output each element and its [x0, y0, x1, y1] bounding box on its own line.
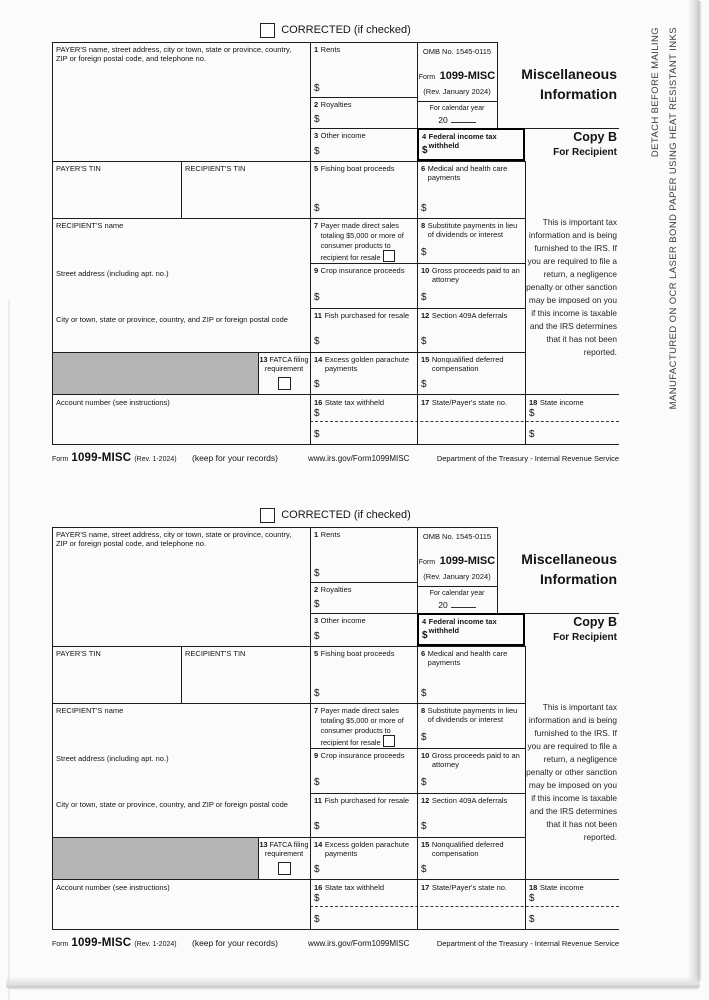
- calendar-year-blank[interactable]: [451, 599, 476, 608]
- box-1-label: 1 Rents: [314, 45, 341, 54]
- grid-line: [181, 646, 182, 703]
- box-13-number: 13: [259, 355, 268, 364]
- box-12-amount: $: [421, 821, 427, 832]
- form-title-line1: Miscellaneous: [521, 66, 617, 82]
- box-5-label: 5 Fishing boat proceeds: [314, 164, 395, 173]
- calendar-year-blank[interactable]: [451, 114, 476, 123]
- box-13-fatca: [258, 840, 310, 877]
- calendar-year-entry: [417, 114, 497, 125]
- street-address-label: Street address (including apt. no.): [56, 269, 169, 278]
- grid-line: [52, 646, 525, 647]
- box-10-amount: $: [421, 292, 427, 303]
- grid-line: [310, 582, 417, 583]
- box-13-label: FATCA filing requirement: [264, 355, 309, 373]
- box-18-amount-1: $: [529, 408, 535, 419]
- account-number-label: Account number (see instructions): [56, 883, 170, 892]
- footer-form-id: [52, 937, 177, 949]
- box-7-label: 7 Payer made direct sales totaling $5,000 or more of consumer products to recipient for resale: [314, 221, 404, 263]
- shaded-box: [52, 837, 258, 879]
- box-2-label: 2 Royalties: [314, 100, 352, 109]
- grid-line: [52, 444, 619, 445]
- form-1099-misc-copy: [52, 505, 622, 951]
- form-footer: [52, 447, 619, 465]
- box-16-label: 16 State tax withheld: [314, 883, 385, 892]
- box-16-label: 16 State tax withheld: [314, 398, 385, 407]
- box-17-label: 17 State/Payer's state no.: [421, 883, 508, 892]
- copy-b-label: Copy B: [573, 615, 617, 629]
- box-6-amount: $: [421, 688, 427, 699]
- omb-number: OMB No. 1545-0115: [422, 532, 492, 541]
- box-11-label: 11 Fish purchased for resale: [314, 311, 410, 320]
- footer-revision: (Rev. 1-2024): [134, 456, 177, 463]
- payer-info-label: PAYER'S name, street address, city or town, state or province, country, ZIP or foreign postal code, and telephone no.: [56, 530, 292, 549]
- corrected-label: CORRECTED (if checked): [281, 509, 411, 521]
- payer-info-label: PAYER'S name, street address, city or town, state or province, country, ZIP or foreign postal code, and telephone no.: [56, 45, 292, 64]
- box-18-amount-1: $: [529, 893, 535, 904]
- grid-line: [52, 527, 497, 528]
- grid-line: [52, 42, 497, 43]
- grid-line: [52, 218, 525, 219]
- box-1-amount: $: [314, 83, 320, 94]
- form-title: [457, 64, 617, 104]
- recipient-statement: This is important tax information and is being furnished to the IRS. If you are required to file a return, a negligence penalty or other sanction may be imposed on you if this income is taxable and the IRS determines that it has not been reported.: [526, 702, 617, 842]
- box-9-label: 9 Crop insurance proceeds: [314, 751, 405, 760]
- box-12-label: 12 Section 409A deferrals: [421, 796, 508, 805]
- box-5-amount: $: [314, 688, 320, 699]
- footer-department: Department of the Treasury - Internal Revenue Service: [436, 454, 619, 463]
- fatca-checkbox[interactable]: [278, 377, 291, 390]
- edge-vertical-text: [647, 27, 683, 447]
- revision-label: (Rev. January 2024): [423, 87, 491, 96]
- box-3-label: 3 Other income: [314, 616, 366, 625]
- box-15-label: 15 Nonqualified deferred compensation: [421, 355, 504, 374]
- box-5-amount: $: [314, 203, 320, 214]
- box-7-checkbox[interactable]: [383, 250, 395, 262]
- form-title: [457, 549, 617, 589]
- payer-tin-label: PAYER'S TIN: [56, 649, 101, 658]
- box-4-amount: $: [422, 630, 428, 641]
- grid-line: [52, 161, 525, 162]
- dashed-divider: [310, 421, 619, 422]
- footer-form-id: [52, 452, 177, 464]
- form-footer: [52, 932, 619, 950]
- form-title-line2: Information: [540, 86, 617, 102]
- box-2-label: 2 Royalties: [314, 585, 352, 594]
- paper-right-edge: [688, 0, 704, 982]
- form-1099-misc-copy: [52, 20, 622, 466]
- city-label: City or town, state or province, country, and ZIP or foreign postal code: [56, 800, 288, 809]
- box-10-amount: $: [421, 777, 427, 788]
- box-11-amount: $: [314, 336, 320, 347]
- box-8-label: 8 Substitute payments in lieu of dividends or interest: [421, 706, 518, 725]
- grid-line: [52, 879, 619, 880]
- box-3-label: 3 Other income: [314, 131, 366, 140]
- grid-line: [417, 42, 418, 444]
- grid-line: [181, 161, 182, 218]
- grid-line: [52, 394, 619, 395]
- footer-irs-url: www.irs.gov/Form1099MISC: [308, 454, 410, 463]
- box-14-amount: $: [314, 864, 320, 875]
- calendar-year-prefix: 20: [438, 600, 448, 610]
- manufactured-note-text: MANUFACTURED ON OCR LASER BOND PAPER USING HEAT RESISTANT INKS: [667, 27, 679, 410]
- box-17-label: 17 State/Payer's state no.: [421, 398, 508, 407]
- for-recipient-label: For Recipient: [553, 147, 617, 158]
- grid-line: [52, 352, 525, 353]
- footer-form-word: Form: [52, 456, 69, 463]
- box-7-text: Payer made direct sales totaling $5,000 or more of consumer products to recipient for resale: [320, 221, 404, 263]
- box-11-label: 11 Fish purchased for resale: [314, 796, 410, 805]
- box-18-amount-2: $: [529, 914, 535, 925]
- box-18-label: 18 State income: [529, 883, 584, 892]
- box-2-amount: $: [314, 599, 320, 610]
- box-10-label: 10 Gross proceeds paid to an attorney: [421, 266, 520, 285]
- grid-line: [310, 97, 417, 98]
- box-6-label: 6 Medical and health care payments: [421, 649, 508, 668]
- form-grid: [52, 42, 622, 444]
- corrected-checkbox[interactable]: [260, 23, 275, 38]
- city-label: City or town, state or province, country, and ZIP or foreign postal code: [56, 315, 288, 324]
- form-title-line1: Miscellaneous: [521, 551, 617, 567]
- recipient-tin-label: RECIPIENT'S TIN: [185, 164, 246, 173]
- box-3-amount: $: [314, 146, 320, 157]
- form-word: Form: [418, 559, 436, 566]
- box-7-label: 7 Payer made direct sales totaling $5,000 or more of consumer products to recipient for resale: [314, 706, 404, 748]
- corrected-row: [52, 20, 619, 40]
- footer-form-word: Form: [52, 941, 69, 948]
- box-16-amount-2: $: [314, 914, 320, 925]
- form-number: 1099-MISC: [439, 555, 496, 567]
- box-9-amount: $: [314, 777, 320, 788]
- corrected-label: CORRECTED (if checked): [281, 24, 411, 36]
- corrected-row: [52, 505, 619, 525]
- box-18-label: 18 State income: [529, 398, 584, 407]
- grid-line: [310, 42, 311, 444]
- box-15-amount: $: [421, 864, 427, 875]
- grid-line: [52, 42, 53, 444]
- box-16-amount-1: $: [314, 408, 320, 419]
- box-16-amount-1: $: [314, 893, 320, 904]
- box-4-label: 4 Federal income tax withheld: [422, 132, 497, 151]
- recipient-name-label: RECIPIENT'S name: [56, 706, 124, 715]
- box-8-amount: $: [421, 247, 427, 258]
- box-14-label: 14 Excess golden parachute payments: [314, 840, 410, 859]
- box-12-label: 12 Section 409A deferrals: [421, 311, 508, 320]
- box-8-label: 8 Substitute payments in lieu of dividends or interest: [421, 221, 518, 240]
- detach-before-mailing-text: DETACH BEFORE MAILING: [650, 27, 661, 158]
- box-15-label: 15 Nonqualified deferred compensation: [421, 840, 504, 859]
- recipient-tin-label: RECIPIENT'S TIN: [185, 649, 246, 658]
- recipient-name-label: RECIPIENT'S name: [56, 221, 124, 230]
- calendar-year-label: For calendar year: [429, 105, 485, 112]
- box-14-amount: $: [314, 379, 320, 390]
- paper-left-edge: [8, 300, 10, 1000]
- omb-number: OMB No. 1545-0115: [422, 47, 492, 56]
- footer-department: Department of the Treasury - Internal Revenue Service: [436, 939, 619, 948]
- box-9-amount: $: [314, 292, 320, 303]
- box-7-checkbox[interactable]: [383, 735, 395, 747]
- fatca-checkbox[interactable]: [278, 862, 291, 875]
- form-number: 1099-MISC: [439, 70, 496, 82]
- calendar-year-label: For calendar year: [429, 590, 485, 597]
- form-grid: [52, 527, 622, 929]
- revision-label: (Rev. January 2024): [423, 572, 491, 581]
- grid-line: [52, 929, 619, 930]
- box-9-label: 9 Crop insurance proceeds: [314, 266, 405, 275]
- calendar-year-entry: [417, 599, 497, 610]
- footer-irs-url: www.irs.gov/Form1099MISC: [308, 939, 410, 948]
- box-10-label: 10 Gross proceeds paid to an attorney: [421, 751, 520, 770]
- box-2-amount: $: [314, 114, 320, 125]
- paper-bottom-edge: [6, 976, 700, 992]
- grid-line: [310, 527, 311, 929]
- box-7-text: Payer made direct sales totaling $5,000 or more of consumer products to recipient for resale: [320, 706, 404, 748]
- copy-b-label: Copy B: [573, 130, 617, 144]
- street-address-label: Street address (including apt. no.): [56, 754, 169, 763]
- grid-line: [52, 527, 53, 929]
- box-11-amount: $: [314, 821, 320, 832]
- box-16-amount-2: $: [314, 429, 320, 440]
- copy-designation: [457, 131, 617, 158]
- box-4-label: 4 Federal income tax withheld: [422, 617, 497, 636]
- corrected-checkbox[interactable]: [260, 508, 275, 523]
- box-6-amount: $: [421, 203, 427, 214]
- box-1-label: 1 Rents: [314, 530, 341, 539]
- box-5-label: 5 Fishing boat proceeds: [314, 649, 395, 658]
- dashed-divider: [310, 906, 619, 907]
- box-15-amount: $: [421, 379, 427, 390]
- grid-line: [52, 703, 525, 704]
- recipient-statement: This is important tax information and is being furnished to the IRS. If you are required to file a return, a negligence penalty or other sanction may be imposed on you if this income is taxable and the IRS determines that it has not been reported.: [526, 217, 617, 357]
- footer-form-number: 1099-MISC: [71, 452, 132, 464]
- box-8-amount: $: [421, 732, 427, 743]
- box-13-fatca: [258, 355, 310, 392]
- grid-line: [52, 837, 525, 838]
- copy-designation: [457, 616, 617, 643]
- for-recipient-label: For Recipient: [553, 632, 617, 643]
- footer-form-number: 1099-MISC: [71, 937, 132, 949]
- box-4-amount: $: [422, 145, 428, 156]
- box-18-amount-2: $: [529, 429, 535, 440]
- box-13-label: FATCA filing requirement: [264, 840, 309, 858]
- box-12-amount: $: [421, 336, 427, 347]
- grid-line: [417, 527, 418, 929]
- footer-keep-note: (keep for your records): [192, 938, 278, 948]
- footer-revision: (Rev. 1-2024): [134, 941, 177, 948]
- payer-tin-label: PAYER'S TIN: [56, 164, 101, 173]
- box-3-amount: $: [314, 631, 320, 642]
- box-14-label: 14 Excess golden parachute payments: [314, 355, 410, 374]
- form-title-line2: Information: [540, 571, 617, 587]
- form-word: Form: [418, 74, 436, 81]
- account-number-label: Account number (see instructions): [56, 398, 170, 407]
- box-1-amount: $: [314, 568, 320, 579]
- box-6-label: 6 Medical and health care payments: [421, 164, 508, 183]
- footer-keep-note: (keep for your records): [192, 453, 278, 463]
- shaded-box: [52, 352, 258, 394]
- box-13-number: 13: [259, 840, 268, 849]
- calendar-year-prefix: 20: [438, 115, 448, 125]
